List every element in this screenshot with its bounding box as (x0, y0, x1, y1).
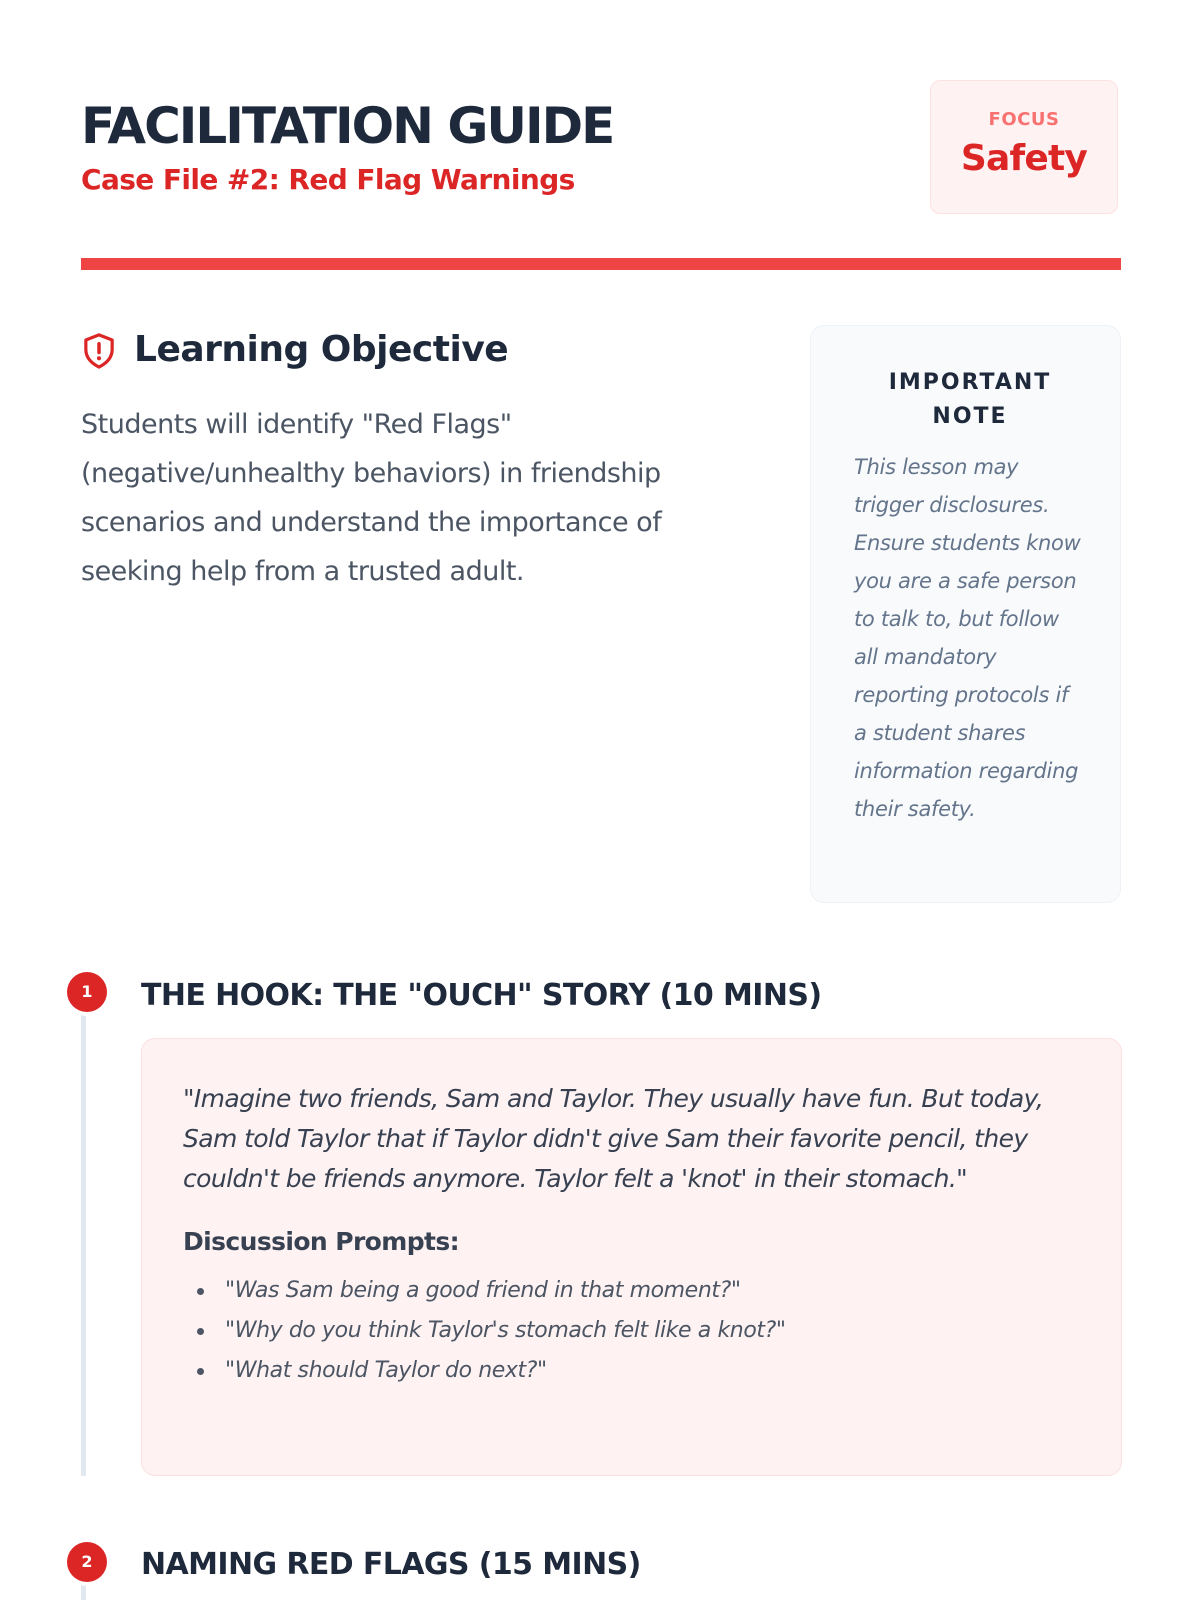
page-header (81, 80, 1121, 270)
list-item: "Why do you think Taylor's stomach felt like a knot?" (225, 1311, 1081, 1351)
learning-objective-section (81, 324, 741, 596)
focus-badge (930, 80, 1118, 214)
step-title: NAMING RED FLAGS (15 MINS) (141, 1547, 641, 1582)
list-item: "What should Taylor do next?" (225, 1351, 1081, 1391)
step-number-badge: 1 (67, 972, 107, 1012)
discussion-prompts-list (183, 1271, 1081, 1391)
list-item: "Was Sam being a good friend in that moment?" (225, 1271, 1081, 1311)
note-title: IMPORTANT NOTE (888, 370, 1052, 429)
shield-alert-icon (81, 332, 117, 370)
note-text: This lesson may trigger disclosures. Ensure students know you are a safe person to talk to, but follow all mandatory reporting protocols if a student shares information regarding their safety. (854, 455, 1081, 821)
step-number-badge: 2 (67, 1542, 107, 1582)
story-card (141, 1038, 1122, 1476)
important-note-card (810, 325, 1121, 903)
header-divider (81, 258, 1121, 270)
page-subtitle: Case File #2: Red Flag Warnings (81, 163, 575, 196)
focus-label: FOCUS (988, 109, 1060, 130)
page-title: FACILITATION GUIDE (81, 97, 614, 155)
objective-text: Students will identify "Red Flags" (negative/unhealthy behaviors) in friendship scenarios and understand the importance of seeking help from a trusted adult. (81, 409, 662, 587)
step-title: THE HOOK: THE "OUCH" STORY (10 MINS) (141, 978, 822, 1013)
timeline-line (81, 995, 86, 1476)
story-quote: "Imagine two friends, Sam and Taylor. They usually have fun. But today, Sam told Taylor that if Taylor didn't give Sam their favorite pencil, they couldn't be friends anymore. Taylor felt a 'knot' in their stomach." (183, 1084, 1044, 1193)
discussion-prompts-title: Discussion Prompts: (183, 1227, 460, 1256)
objective-heading (81, 324, 741, 376)
focus-value: Safety (960, 138, 1088, 179)
objective-title: Learning Objective (134, 329, 509, 370)
